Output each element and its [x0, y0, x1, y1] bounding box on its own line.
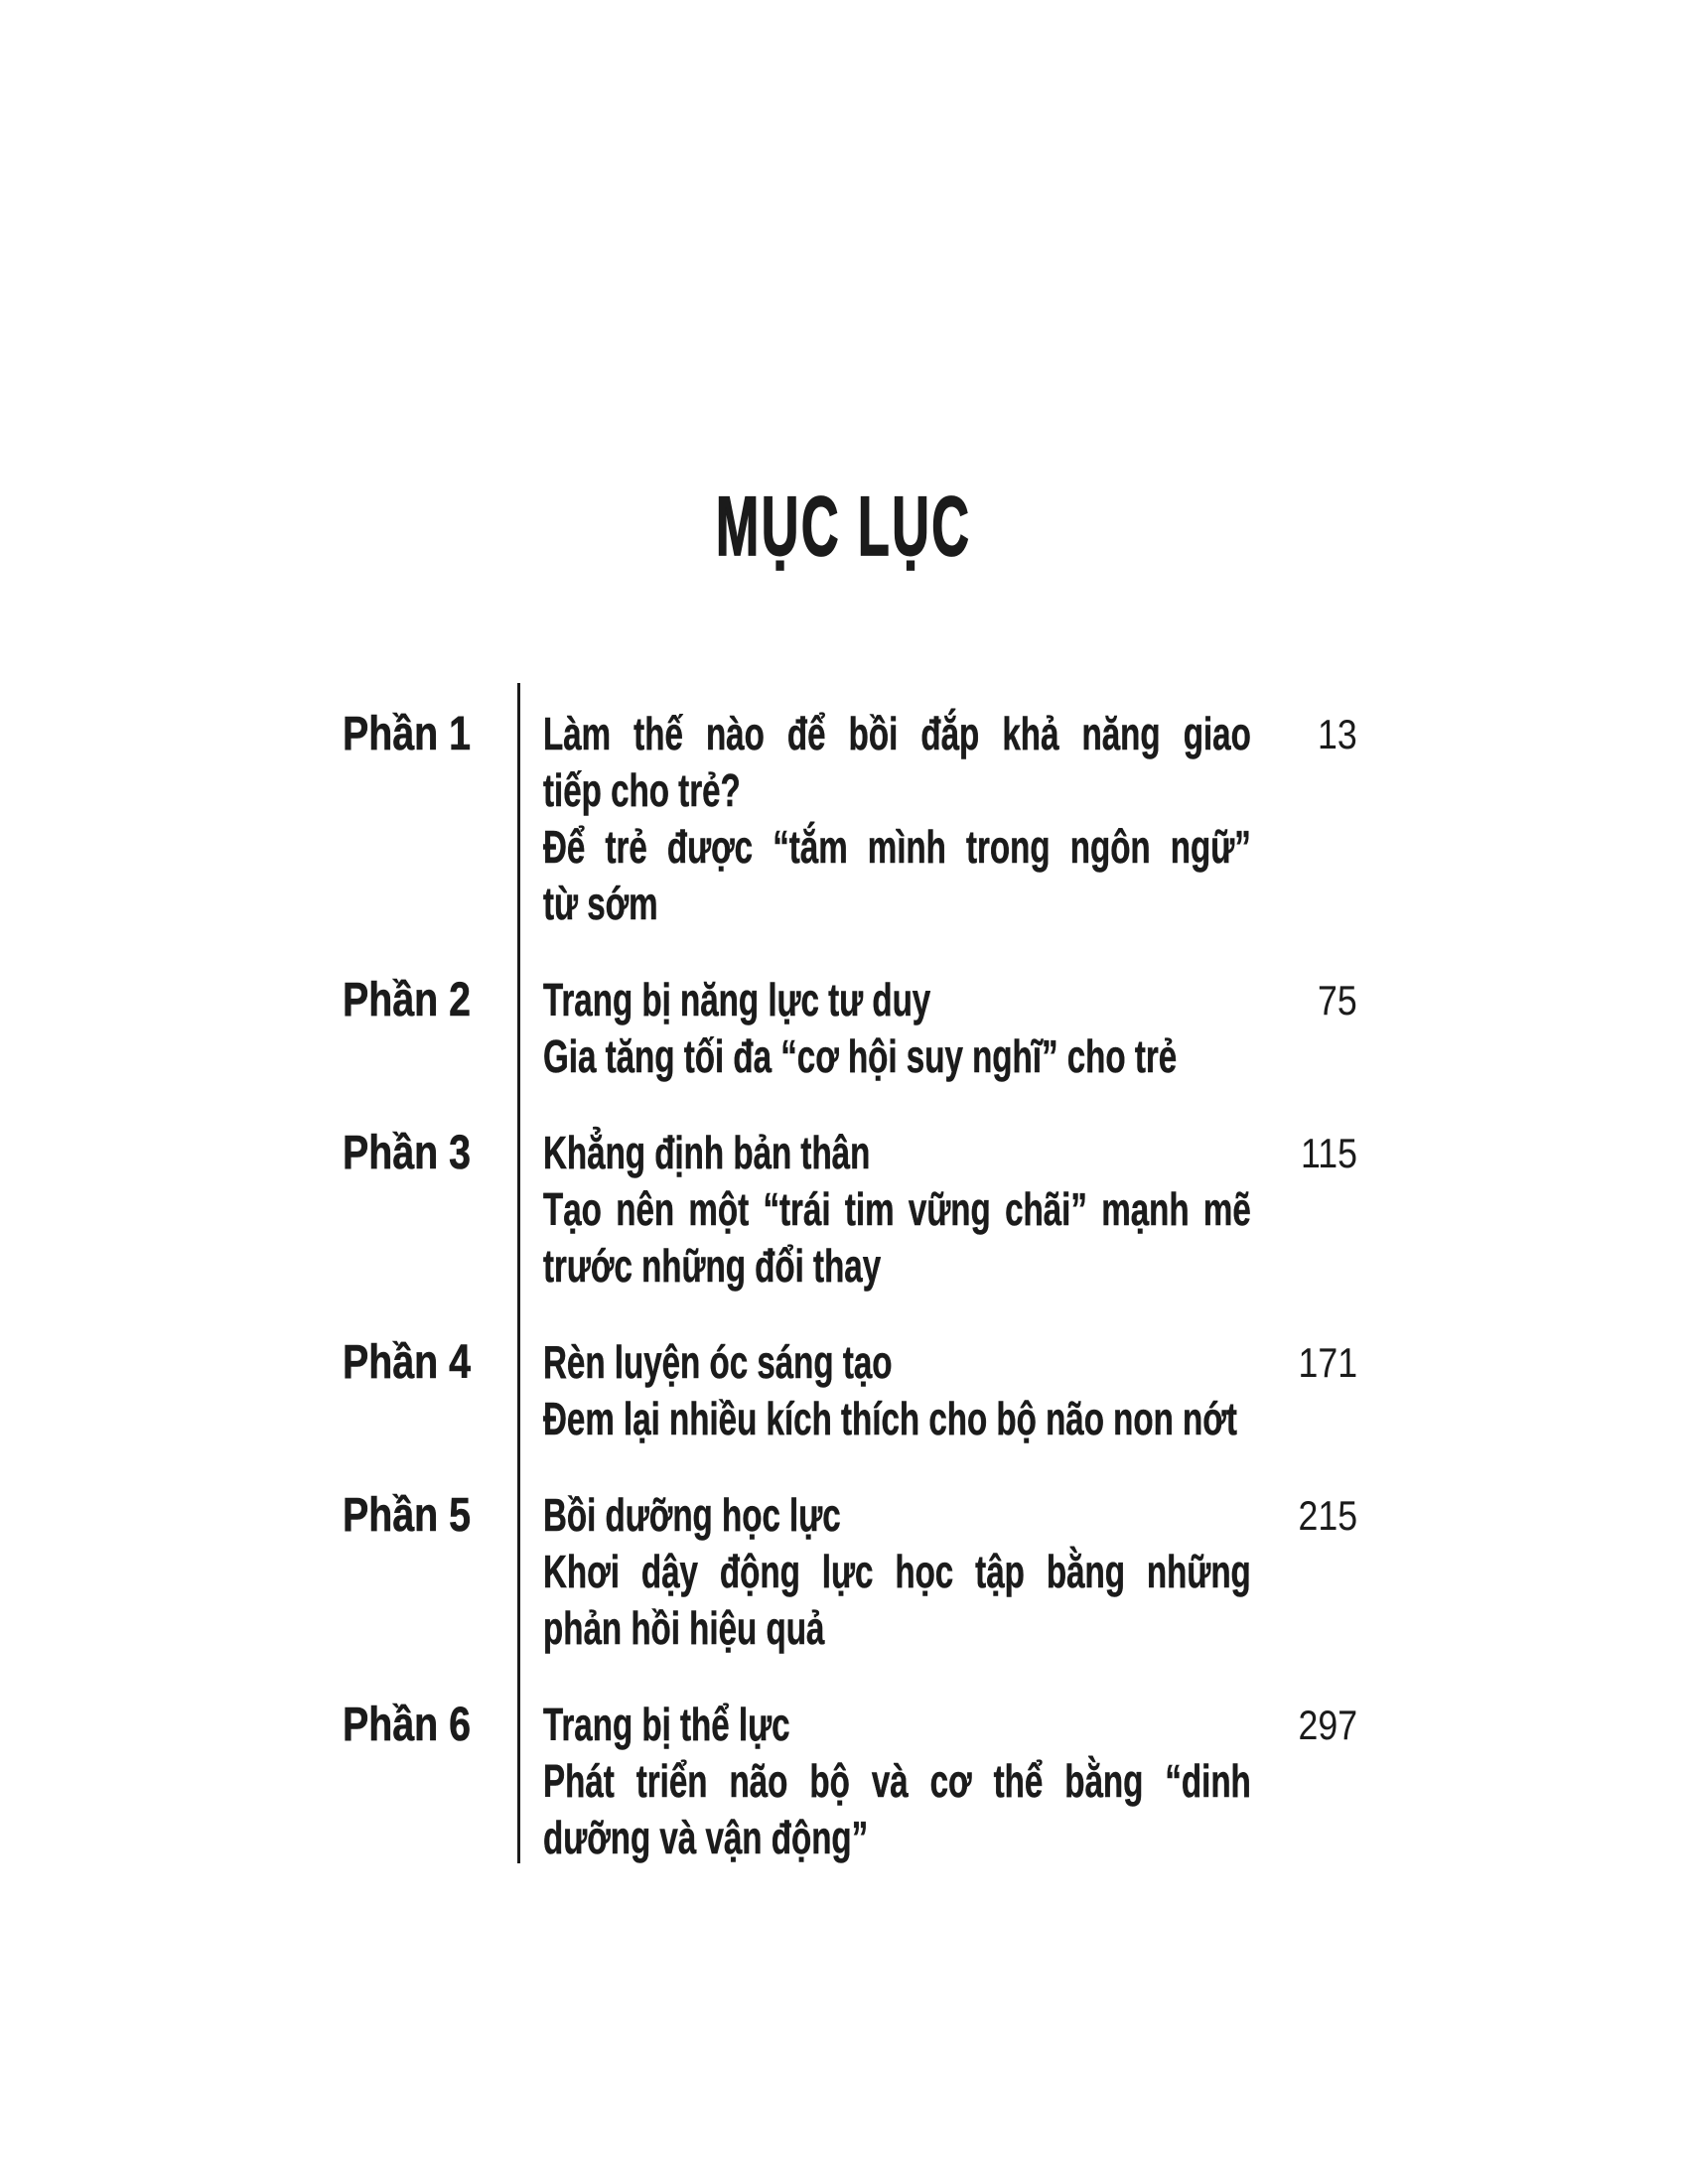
page-number-text: 171 — [1298, 1339, 1357, 1386]
part-label-text: Phần 3 — [343, 1127, 472, 1179]
entry-title-line: Trang bị năng lực tư duy — [543, 974, 931, 1025]
page-number-text: 13 — [1318, 711, 1357, 757]
part-label-text: Phần 4 — [343, 1336, 472, 1389]
page-title — [0, 479, 1688, 573]
entry-text-column — [518, 706, 1251, 932]
page-number-text: 297 — [1298, 1702, 1357, 1748]
part-label-text: Phần 6 — [343, 1699, 472, 1751]
part-label — [343, 972, 518, 1028]
page-number — [1251, 1487, 1357, 1544]
entry-text-column — [518, 1697, 1251, 1866]
toc-entry-1 — [343, 706, 1357, 932]
entry-title-line: Làm thế nào để bồi đắp khả năng giao — [543, 708, 1251, 759]
part-label-text: Phần 1 — [343, 708, 472, 760]
page-number — [1251, 1334, 1357, 1391]
entry-title-line: Khẳng định bản thân — [543, 1127, 871, 1178]
toc-entry-2 — [343, 972, 1357, 1085]
part-label — [343, 1334, 518, 1391]
part-label — [343, 1697, 518, 1753]
page-number — [1251, 1697, 1357, 1753]
entry-title-line: Rèn luyện óc sáng tạo — [543, 1336, 893, 1388]
page-number-text: 215 — [1298, 1492, 1357, 1539]
part-label — [343, 1487, 518, 1544]
entry-text-column — [518, 1334, 1251, 1447]
entry-title-line: Bồi dưỡng học lực — [543, 1489, 841, 1541]
part-label — [343, 1125, 518, 1181]
entry-subtitle-line: Đem lại nhiều kích thích cho bộ não non nớt — [543, 1393, 1237, 1444]
entry-subtitle-line: trước những đổi thay — [543, 1240, 882, 1292]
entry-subtitle-line: Khơi dậy động lực học tập bằng những — [543, 1546, 1251, 1597]
entry-subtitle-line: Phát triển não bộ và cơ thể bằng “dinh — [543, 1755, 1251, 1807]
page-number — [1251, 706, 1357, 762]
toc-entry-6 — [343, 1697, 1357, 1866]
page-number-text: 75 — [1318, 977, 1357, 1024]
part-label — [343, 706, 518, 762]
entry-subtitle-line: Tạo nên một “trái tim vững chãi” mạnh mẽ — [543, 1183, 1251, 1235]
entry-title-line: tiếp cho trẻ? — [543, 764, 741, 816]
entry-subtitle-line: Để trẻ được “tắm mình trong ngôn ngữ” — [543, 821, 1251, 873]
table-of-contents — [343, 706, 1357, 1906]
entry-text-column — [518, 972, 1251, 1085]
entry-subtitle-line: dưỡng và vận động” — [543, 1812, 869, 1863]
page-number — [1251, 1125, 1357, 1181]
toc-entry-3 — [343, 1125, 1357, 1295]
entry-subtitle-line: từ sớm — [543, 878, 658, 929]
page-title-text: MỤC LỤC — [716, 479, 972, 573]
page-number-text: 115 — [1301, 1130, 1357, 1176]
entry-text-column — [518, 1125, 1251, 1295]
entry-subtitle-line: phản hồi hiệu quả — [543, 1602, 825, 1654]
toc-entry-4 — [343, 1334, 1357, 1447]
entry-subtitle-line: Gia tăng tối đa “cơ hội suy nghĩ” cho trẻ — [543, 1030, 1178, 1082]
part-label-text: Phần 2 — [343, 974, 472, 1026]
part-label-text: Phần 5 — [343, 1489, 472, 1542]
entry-title-line: Trang bị thể lực — [543, 1699, 790, 1750]
page-number — [1251, 972, 1357, 1028]
toc-entry-5 — [343, 1487, 1357, 1657]
entry-text-column — [518, 1487, 1251, 1657]
